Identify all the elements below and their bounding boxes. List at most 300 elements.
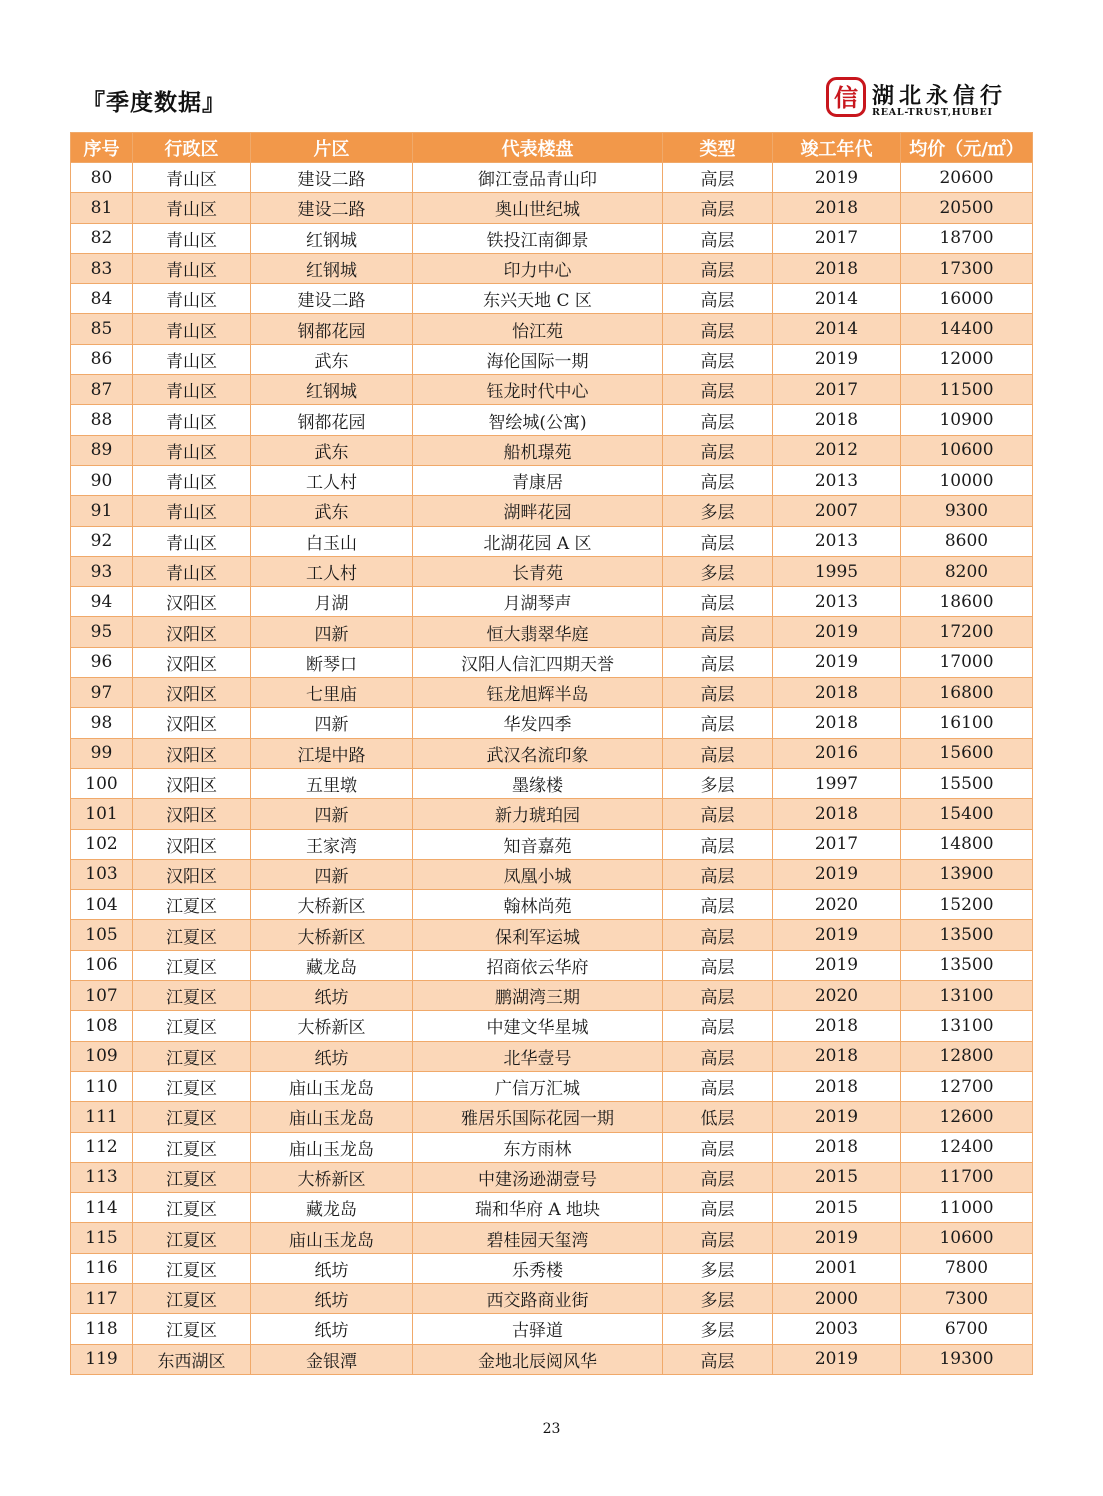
cell-area: 四新 xyxy=(251,859,413,889)
section-title: 『季度数据』 xyxy=(82,90,226,116)
col-header-price: 均价（元/㎡） xyxy=(901,133,1033,163)
cell-project: 古驿道 xyxy=(413,1314,663,1344)
cell-district: 青山区 xyxy=(133,375,251,405)
cell-area: 大桥新区 xyxy=(251,920,413,950)
cell-price: 15500 xyxy=(901,768,1033,798)
cell-price: 14800 xyxy=(901,829,1033,859)
table-row xyxy=(71,890,1033,920)
cell-price: 18600 xyxy=(901,587,1033,617)
cell-price: 9300 xyxy=(901,496,1033,526)
cell-index: 81 xyxy=(71,193,133,223)
cell-type: 高层 xyxy=(663,829,773,859)
cell-project: 东兴天地 C 区 xyxy=(413,284,663,314)
cell-type: 高层 xyxy=(663,526,773,556)
cell-price: 7800 xyxy=(901,1253,1033,1283)
table-row xyxy=(71,647,1033,677)
cell-area: 四新 xyxy=(251,708,413,738)
cell-index: 95 xyxy=(71,617,133,647)
cell-district: 江夏区 xyxy=(133,1132,251,1162)
cell-index: 99 xyxy=(71,738,133,768)
cell-district: 东西湖区 xyxy=(133,1344,251,1374)
cell-index: 83 xyxy=(71,253,133,283)
cell-area: 庙山玉龙岛 xyxy=(251,1223,413,1253)
table-row xyxy=(71,1223,1033,1253)
cell-year: 2001 xyxy=(773,1253,901,1283)
cell-area: 大桥新区 xyxy=(251,1162,413,1192)
table-row xyxy=(71,859,1033,889)
cell-type: 多层 xyxy=(663,768,773,798)
cell-project: 乐秀楼 xyxy=(413,1253,663,1283)
cell-type: 高层 xyxy=(663,920,773,950)
cell-area: 建设二路 xyxy=(251,163,413,193)
cell-area: 大桥新区 xyxy=(251,1011,413,1041)
cell-project: 海伦国际一期 xyxy=(413,344,663,374)
cell-index: 82 xyxy=(71,223,133,253)
company-logo xyxy=(826,75,1026,123)
cell-area: 纸坊 xyxy=(251,1314,413,1344)
cell-area: 四新 xyxy=(251,799,413,829)
cell-year: 2019 xyxy=(773,950,901,980)
cell-year: 2018 xyxy=(773,678,901,708)
table-row xyxy=(71,344,1033,374)
cell-index: 92 xyxy=(71,526,133,556)
cell-year: 2018 xyxy=(773,1071,901,1101)
cell-type: 高层 xyxy=(663,890,773,920)
cell-year: 2013 xyxy=(773,526,901,556)
table-row xyxy=(71,1344,1033,1374)
table-row xyxy=(71,768,1033,798)
cell-area: 纸坊 xyxy=(251,1041,413,1071)
cell-type: 高层 xyxy=(663,193,773,223)
cell-district: 青山区 xyxy=(133,284,251,314)
cell-year: 2019 xyxy=(773,859,901,889)
table-row xyxy=(71,496,1033,526)
cell-price: 13500 xyxy=(901,920,1033,950)
cell-index: 98 xyxy=(71,708,133,738)
cell-year: 2018 xyxy=(773,1041,901,1071)
cell-price: 19300 xyxy=(901,1344,1033,1374)
cell-index: 111 xyxy=(71,1102,133,1132)
cell-price: 10600 xyxy=(901,1223,1033,1253)
cell-index: 119 xyxy=(71,1344,133,1374)
cell-year: 2015 xyxy=(773,1162,901,1192)
cell-year: 2019 xyxy=(773,1344,901,1374)
cell-area: 纸坊 xyxy=(251,1253,413,1283)
cell-project: 智绘城(公寓) xyxy=(413,405,663,435)
cell-price: 8600 xyxy=(901,526,1033,556)
cell-project: 北华壹号 xyxy=(413,1041,663,1071)
table-row xyxy=(71,223,1033,253)
cell-type: 高层 xyxy=(663,1344,773,1374)
cell-year: 2007 xyxy=(773,496,901,526)
table-row xyxy=(71,526,1033,556)
page-number: 23 xyxy=(542,1421,561,1437)
cell-price: 10000 xyxy=(901,465,1033,495)
cell-year: 2018 xyxy=(773,405,901,435)
cell-year: 1995 xyxy=(773,556,901,586)
cell-type: 高层 xyxy=(663,738,773,768)
cell-price: 11500 xyxy=(901,375,1033,405)
cell-price: 12600 xyxy=(901,1102,1033,1132)
cell-district: 青山区 xyxy=(133,496,251,526)
cell-district: 汉阳区 xyxy=(133,799,251,829)
cell-type: 高层 xyxy=(663,1132,773,1162)
cell-year: 2019 xyxy=(773,647,901,677)
cell-index: 89 xyxy=(71,435,133,465)
cell-year: 2019 xyxy=(773,1223,901,1253)
cell-project: 中建文华星城 xyxy=(413,1011,663,1041)
cell-index: 115 xyxy=(71,1223,133,1253)
table-row xyxy=(71,1011,1033,1041)
cell-year: 2014 xyxy=(773,314,901,344)
cell-type: 低层 xyxy=(663,1102,773,1132)
cell-area: 钢都花园 xyxy=(251,314,413,344)
table-row xyxy=(71,465,1033,495)
cell-type: 多层 xyxy=(663,1314,773,1344)
cell-index: 100 xyxy=(71,768,133,798)
cell-project: 碧桂园天玺湾 xyxy=(413,1223,663,1253)
cell-type: 高层 xyxy=(663,1041,773,1071)
cell-district: 江夏区 xyxy=(133,1162,251,1192)
table-row xyxy=(71,617,1033,647)
cell-project: 翰林尚苑 xyxy=(413,890,663,920)
cell-area: 工人村 xyxy=(251,465,413,495)
cell-price: 13100 xyxy=(901,1011,1033,1041)
cell-project: 湖畔花园 xyxy=(413,496,663,526)
cell-project: 金地北辰阅风华 xyxy=(413,1344,663,1374)
cell-area: 纸坊 xyxy=(251,1283,413,1313)
cell-price: 10900 xyxy=(901,405,1033,435)
cell-district: 汉阳区 xyxy=(133,859,251,889)
col-header-project: 代表楼盘 xyxy=(413,133,663,163)
cell-project: 保利军运城 xyxy=(413,920,663,950)
cell-index: 102 xyxy=(71,829,133,859)
cell-price: 12000 xyxy=(901,344,1033,374)
col-header-type: 类型 xyxy=(663,133,773,163)
cell-price: 11000 xyxy=(901,1193,1033,1223)
logo-seal-char: 信 xyxy=(834,84,858,112)
cell-district: 江夏区 xyxy=(133,1071,251,1101)
cell-index: 114 xyxy=(71,1193,133,1223)
cell-year: 2017 xyxy=(773,375,901,405)
cell-price: 12400 xyxy=(901,1132,1033,1162)
cell-index: 91 xyxy=(71,496,133,526)
cell-project: 月湖琴声 xyxy=(413,587,663,617)
cell-year: 2019 xyxy=(773,920,901,950)
cell-year: 2003 xyxy=(773,1314,901,1344)
cell-type: 高层 xyxy=(663,284,773,314)
cell-project: 广信万汇城 xyxy=(413,1071,663,1101)
table-row xyxy=(71,1041,1033,1071)
col-header-district: 行政区 xyxy=(133,133,251,163)
table-row xyxy=(71,253,1033,283)
cell-project: 雅居乐国际花园一期 xyxy=(413,1102,663,1132)
cell-price: 15200 xyxy=(901,890,1033,920)
table-row xyxy=(71,193,1033,223)
cell-project: 恒大翡翠华庭 xyxy=(413,617,663,647)
cell-area: 四新 xyxy=(251,617,413,647)
cell-type: 高层 xyxy=(663,678,773,708)
cell-district: 青山区 xyxy=(133,163,251,193)
cell-price: 12800 xyxy=(901,1041,1033,1071)
cell-project: 钰龙旭辉半岛 xyxy=(413,678,663,708)
cell-district: 江夏区 xyxy=(133,1253,251,1283)
cell-district: 青山区 xyxy=(133,314,251,344)
table-row xyxy=(71,1102,1033,1132)
cell-type: 高层 xyxy=(663,344,773,374)
cell-index: 88 xyxy=(71,405,133,435)
cell-index: 113 xyxy=(71,1162,133,1192)
cell-project: 奥山世纪城 xyxy=(413,193,663,223)
cell-type: 高层 xyxy=(663,465,773,495)
cell-project: 中建汤逊湖壹号 xyxy=(413,1162,663,1192)
cell-type: 高层 xyxy=(663,1193,773,1223)
cell-price: 20500 xyxy=(901,193,1033,223)
cell-price: 11700 xyxy=(901,1162,1033,1192)
table-row xyxy=(71,163,1033,193)
cell-type: 高层 xyxy=(663,223,773,253)
cell-district: 江夏区 xyxy=(133,950,251,980)
cell-index: 86 xyxy=(71,344,133,374)
cell-type: 高层 xyxy=(663,253,773,283)
table-header-row xyxy=(71,133,1033,163)
cell-index: 107 xyxy=(71,981,133,1011)
cell-index: 106 xyxy=(71,950,133,980)
cell-type: 高层 xyxy=(663,375,773,405)
cell-area: 白玉山 xyxy=(251,526,413,556)
cell-year: 2018 xyxy=(773,799,901,829)
cell-type: 高层 xyxy=(663,647,773,677)
cell-year: 2019 xyxy=(773,163,901,193)
cell-district: 汉阳区 xyxy=(133,678,251,708)
cell-project: 武汉名流印象 xyxy=(413,738,663,768)
cell-area: 建设二路 xyxy=(251,193,413,223)
table-row xyxy=(71,920,1033,950)
cell-price: 15600 xyxy=(901,738,1033,768)
cell-project: 新力琥珀园 xyxy=(413,799,663,829)
cell-project: 华发四季 xyxy=(413,708,663,738)
cell-price: 10600 xyxy=(901,435,1033,465)
table-row xyxy=(71,981,1033,1011)
cell-price: 7300 xyxy=(901,1283,1033,1313)
cell-area: 庙山玉龙岛 xyxy=(251,1071,413,1101)
cell-area: 红钢城 xyxy=(251,253,413,283)
cell-project: 长青苑 xyxy=(413,556,663,586)
cell-price: 13500 xyxy=(901,950,1033,980)
cell-project: 钰龙时代中心 xyxy=(413,375,663,405)
cell-project: 北湖花园 A 区 xyxy=(413,526,663,556)
cell-area: 庙山玉龙岛 xyxy=(251,1132,413,1162)
cell-district: 江夏区 xyxy=(133,1011,251,1041)
cell-area: 红钢城 xyxy=(251,223,413,253)
cell-year: 2020 xyxy=(773,890,901,920)
cell-type: 多层 xyxy=(663,556,773,586)
logo-seal-icon xyxy=(826,77,866,117)
cell-area: 藏龙岛 xyxy=(251,1193,413,1223)
table-row xyxy=(71,1071,1033,1101)
cell-district: 江夏区 xyxy=(133,981,251,1011)
cell-year: 2017 xyxy=(773,223,901,253)
cell-project: 凤凰小城 xyxy=(413,859,663,889)
cell-year: 2019 xyxy=(773,617,901,647)
cell-price: 18700 xyxy=(901,223,1033,253)
cell-district: 汉阳区 xyxy=(133,647,251,677)
cell-year: 2018 xyxy=(773,193,901,223)
cell-district: 江夏区 xyxy=(133,1102,251,1132)
logo-chinese-name: 湖北永信行 xyxy=(872,84,1008,109)
cell-index: 104 xyxy=(71,890,133,920)
cell-price: 16000 xyxy=(901,284,1033,314)
cell-project: 青康居 xyxy=(413,465,663,495)
cell-area: 纸坊 xyxy=(251,981,413,1011)
cell-price: 20600 xyxy=(901,163,1033,193)
cell-type: 高层 xyxy=(663,1011,773,1041)
cell-district: 青山区 xyxy=(133,526,251,556)
cell-type: 高层 xyxy=(663,617,773,647)
cell-district: 汉阳区 xyxy=(133,617,251,647)
cell-area: 藏龙岛 xyxy=(251,950,413,980)
cell-project: 铁投江南御景 xyxy=(413,223,663,253)
cell-type: 多层 xyxy=(663,1253,773,1283)
cell-district: 青山区 xyxy=(133,556,251,586)
cell-area: 武东 xyxy=(251,344,413,374)
cell-year: 2000 xyxy=(773,1283,901,1313)
cell-index: 105 xyxy=(71,920,133,950)
table-row xyxy=(71,829,1033,859)
logo-english-name: REAL-TRUST,HUBEI xyxy=(872,107,993,118)
cell-year: 2018 xyxy=(773,253,901,283)
cell-area: 大桥新区 xyxy=(251,890,413,920)
cell-price: 14400 xyxy=(901,314,1033,344)
cell-type: 高层 xyxy=(663,314,773,344)
cell-type: 高层 xyxy=(663,950,773,980)
cell-year: 2013 xyxy=(773,587,901,617)
table-row xyxy=(71,556,1033,586)
cell-type: 高层 xyxy=(663,587,773,617)
cell-project: 船机璟苑 xyxy=(413,435,663,465)
cell-district: 青山区 xyxy=(133,465,251,495)
cell-type: 高层 xyxy=(663,1162,773,1192)
cell-area: 庙山玉龙岛 xyxy=(251,1102,413,1132)
cell-district: 汉阳区 xyxy=(133,738,251,768)
cell-project: 印力中心 xyxy=(413,253,663,283)
cell-district: 江夏区 xyxy=(133,890,251,920)
cell-type: 高层 xyxy=(663,1071,773,1101)
cell-index: 108 xyxy=(71,1011,133,1041)
cell-project: 瑞和华府 A 地块 xyxy=(413,1193,663,1223)
cell-district: 江夏区 xyxy=(133,1314,251,1344)
cell-year: 2012 xyxy=(773,435,901,465)
cell-project: 怡江苑 xyxy=(413,314,663,344)
cell-year: 2014 xyxy=(773,284,901,314)
table-row xyxy=(71,375,1033,405)
table-row xyxy=(71,314,1033,344)
cell-index: 80 xyxy=(71,163,133,193)
cell-district: 汉阳区 xyxy=(133,829,251,859)
cell-index: 109 xyxy=(71,1041,133,1071)
cell-district: 青山区 xyxy=(133,193,251,223)
table-row xyxy=(71,405,1033,435)
cell-index: 87 xyxy=(71,375,133,405)
cell-type: 多层 xyxy=(663,496,773,526)
cell-project: 西交路商业街 xyxy=(413,1283,663,1313)
cell-year: 2019 xyxy=(773,1102,901,1132)
cell-project: 御江壹品青山印 xyxy=(413,163,663,193)
cell-area: 武东 xyxy=(251,435,413,465)
cell-district: 青山区 xyxy=(133,435,251,465)
cell-type: 高层 xyxy=(663,708,773,738)
cell-price: 8200 xyxy=(901,556,1033,586)
cell-index: 118 xyxy=(71,1314,133,1344)
table-row xyxy=(71,1193,1033,1223)
cell-index: 94 xyxy=(71,587,133,617)
cell-index: 96 xyxy=(71,647,133,677)
cell-price: 17300 xyxy=(901,253,1033,283)
cell-area: 江堤中路 xyxy=(251,738,413,768)
table-row xyxy=(71,435,1033,465)
cell-area: 武东 xyxy=(251,496,413,526)
cell-year: 2016 xyxy=(773,738,901,768)
table-row xyxy=(71,738,1033,768)
cell-index: 84 xyxy=(71,284,133,314)
cell-index: 116 xyxy=(71,1253,133,1283)
cell-project: 东方雨林 xyxy=(413,1132,663,1162)
table-body xyxy=(71,163,1033,1375)
cell-area: 七里庙 xyxy=(251,678,413,708)
table-row xyxy=(71,1283,1033,1313)
cell-price: 16800 xyxy=(901,678,1033,708)
table-row xyxy=(71,284,1033,314)
cell-district: 青山区 xyxy=(133,253,251,283)
cell-price: 6700 xyxy=(901,1314,1033,1344)
cell-district: 汉阳区 xyxy=(133,708,251,738)
cell-type: 高层 xyxy=(663,859,773,889)
cell-type: 高层 xyxy=(663,1223,773,1253)
cell-project: 汉阳人信汇四期天誉 xyxy=(413,647,663,677)
table-row xyxy=(71,587,1033,617)
cell-index: 103 xyxy=(71,859,133,889)
table-row xyxy=(71,708,1033,738)
cell-year: 2017 xyxy=(773,829,901,859)
cell-area: 五里墩 xyxy=(251,768,413,798)
cell-index: 110 xyxy=(71,1071,133,1101)
cell-price: 17000 xyxy=(901,647,1033,677)
cell-district: 江夏区 xyxy=(133,1041,251,1071)
cell-district: 青山区 xyxy=(133,344,251,374)
cell-year: 2015 xyxy=(773,1193,901,1223)
cell-year: 1997 xyxy=(773,768,901,798)
cell-type: 高层 xyxy=(663,435,773,465)
cell-type: 高层 xyxy=(663,163,773,193)
cell-district: 江夏区 xyxy=(133,1193,251,1223)
cell-area: 王家湾 xyxy=(251,829,413,859)
cell-type: 高层 xyxy=(663,405,773,435)
cell-project: 墨缘楼 xyxy=(413,768,663,798)
cell-area: 月湖 xyxy=(251,587,413,617)
cell-year: 2013 xyxy=(773,465,901,495)
cell-index: 97 xyxy=(71,678,133,708)
cell-area: 断琴口 xyxy=(251,647,413,677)
cell-year: 2018 xyxy=(773,708,901,738)
cell-district: 汉阳区 xyxy=(133,587,251,617)
property-price-table xyxy=(70,132,1033,1375)
cell-index: 101 xyxy=(71,799,133,829)
cell-year: 2020 xyxy=(773,981,901,1011)
cell-year: 2019 xyxy=(773,344,901,374)
cell-type: 高层 xyxy=(663,981,773,1011)
cell-index: 85 xyxy=(71,314,133,344)
cell-district: 江夏区 xyxy=(133,1223,251,1253)
